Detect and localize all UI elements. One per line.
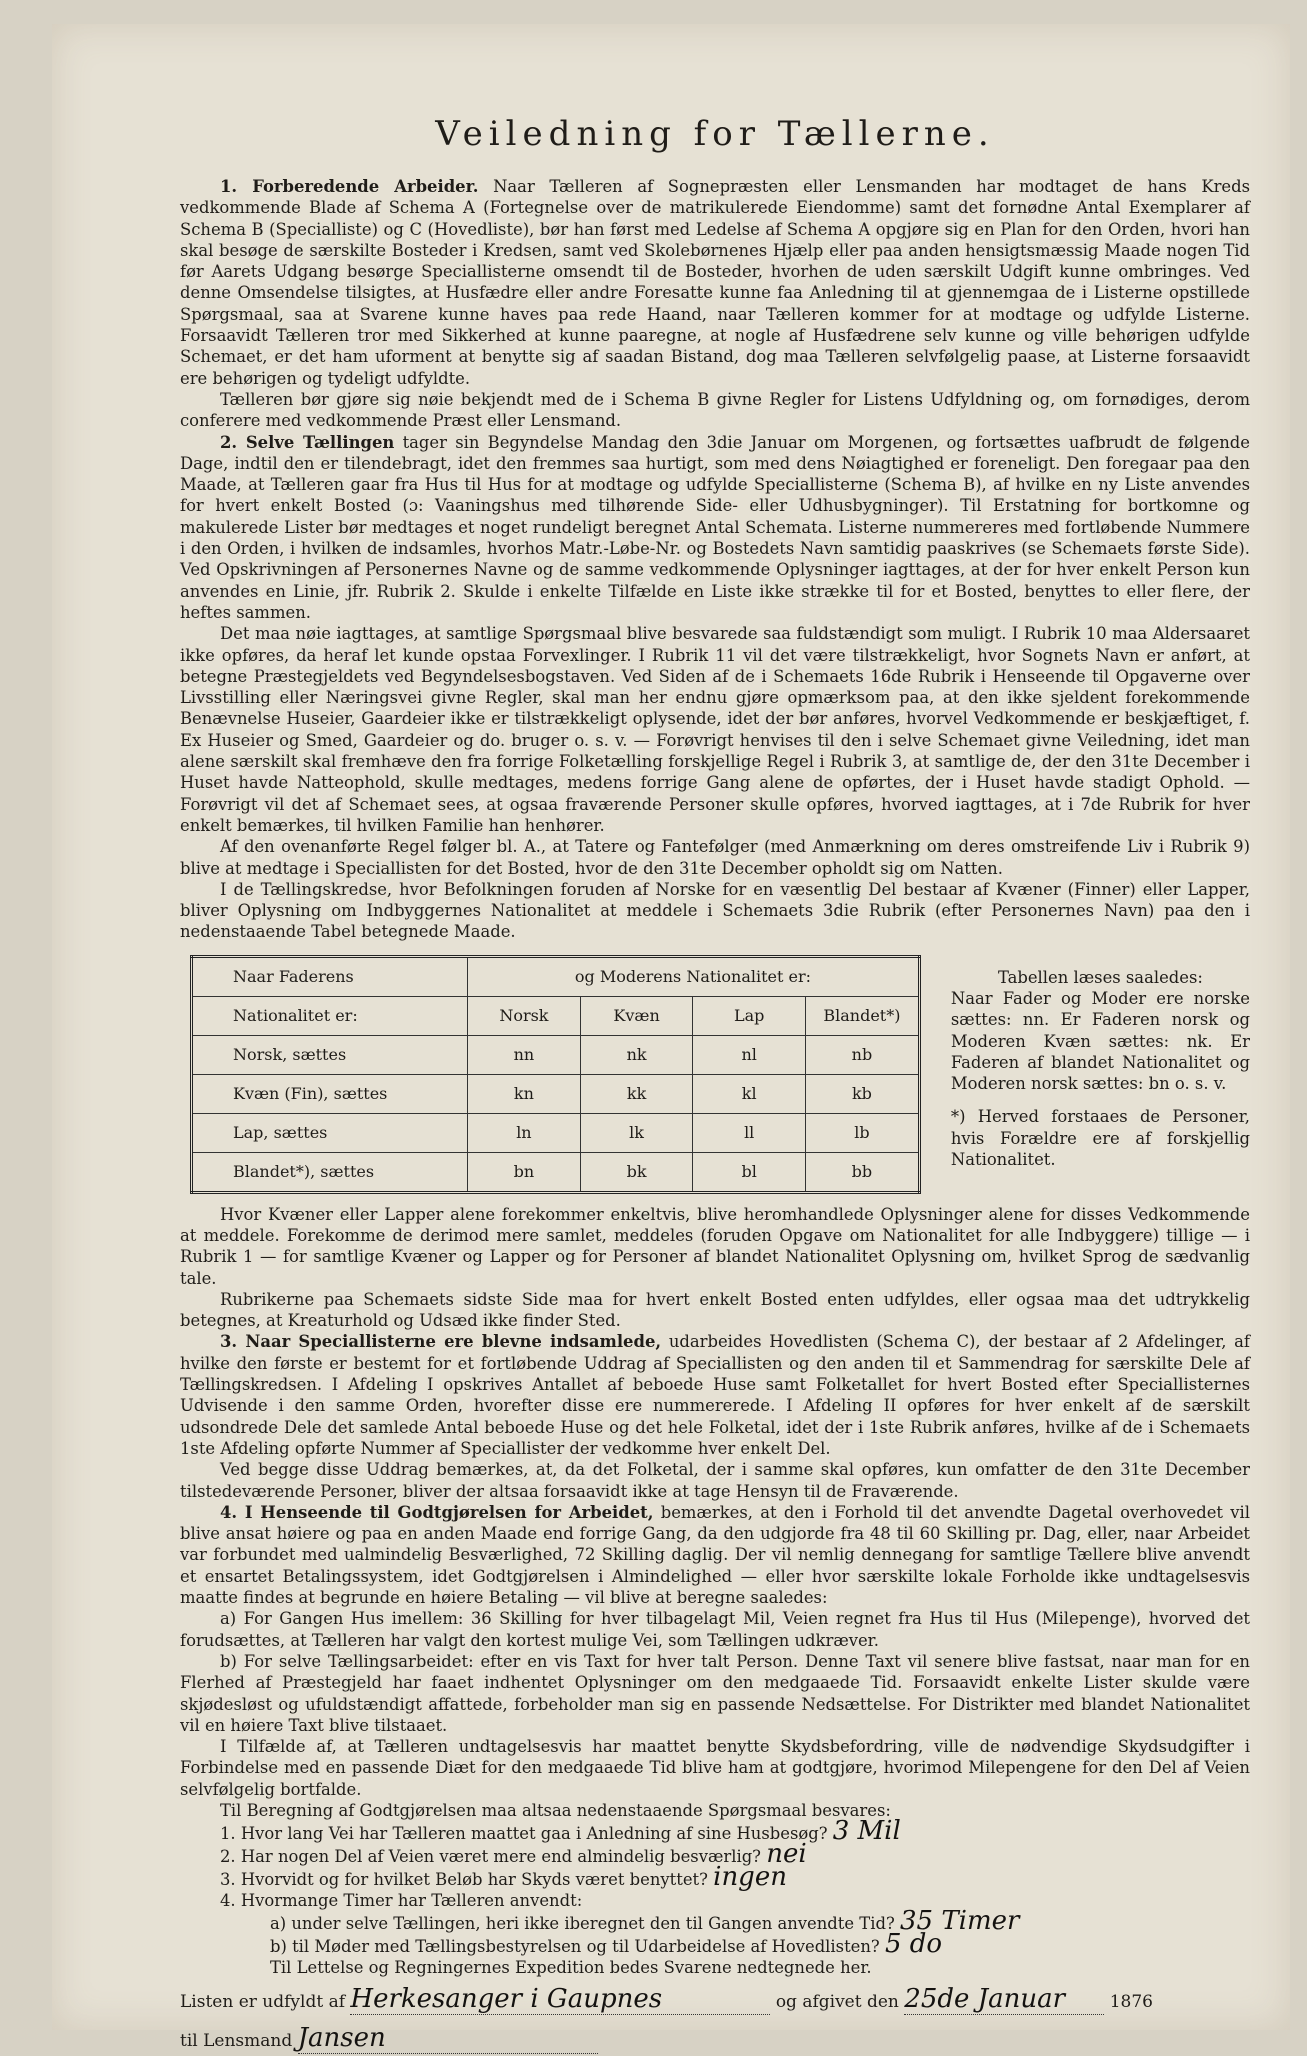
year: 1876 [1109,1992,1153,2013]
section-4-text3: Til Beregning af Godtgjørelsen maa altsaa nedenstaaende Spørgsmaal besvares: [220,1801,891,1820]
table-cell: ll [693,1113,806,1152]
section-2-text3: Af den ovenanførte Regel følger bl. A., at Tatere og Fantefølger (med Anmærkning om deres omstreifende Liv i Rubrik 9) blive at medtage i Speciallisten for det Bosted, hvor de den 31te December opholdt sig om Natten. [180,837,1250,878]
handwritten-answer: 5 do [884,1929,943,1960]
row-label: Norsk, sættes [192,1035,468,1074]
table-cell: kb [805,1074,919,1113]
table-cell: kk [580,1074,693,1113]
side-text: Naar Fader og Moder ere norske sættes: nn. Er Faderen norsk og Moderen Kvæn sættes: nk. Er Faderen af blandet Nationalitet og Moderen norsk sættes: bn o. s. v. [950,988,1250,1094]
section-2-text6: Rubrikerne paa Schemaets sidste Side maa for hvert enkelt Bosted enten udfyldes, eller ogsaa maa det udtrykkelig betegnes, at Kreaturhold og Udsæd ikke finder Sted. [180,1289,1250,1331]
col-header: Lap [693,996,806,1035]
table-cell: lb [805,1113,919,1152]
handwritten-answer: 3 Mil [832,1816,901,1847]
section-3 [180,1331,1250,1459]
section-1-text2: Tælleren bør gjøre sig nøie bekjendt med de i Schema B givne Regler for Listens Udfyldning og, om fornødiges, derom conferere med vedkommende Præst eller Lensmand. [180,389,1250,431]
listen-value: Herkesanger i Gaupnes [350,1984,770,2015]
listen-label: Listen er udfyldt af [180,1992,345,2013]
nationality-table [190,955,921,1194]
table-cell: nk [580,1035,693,1074]
section-2-heading: 2. Selve Tællingen [220,432,395,452]
section-2-text4: I de Tællingskredse, hvor Befolkningen foruden af Norske for en væsentlig Del bestaar af Kvæner (Finner) eller Lapper, bliver Oplysning om Indbyggernes Nationalitet at meddele i Schemaets 3die Rubrik (efter Personernes Navn) paa den i nedenstaaende Tabel betegnede Maade. [180,879,1250,942]
section-4 [180,1502,1250,1608]
table-explanation [951,967,1250,1194]
lensmand-value: Jansen [298,2023,598,2054]
table-cell: kn [468,1074,581,1113]
page-title: Veiledning for Tællerne. [435,114,995,154]
lensmand-label: til Lensmand [180,2031,293,2052]
table-cell: bk [580,1152,693,1192]
col-header: Blandet*) [805,996,919,1035]
closing-line: Til Lettelse og Regningernes Expedition bedes Svarene nedtegnede her. [270,1958,872,1978]
row-label: Blandet*), sættes [192,1152,468,1192]
table-head-left-1: Naar Faderens [192,956,468,996]
side-heading: Tabellen læses saaledes: [997,967,1203,987]
handwritten-answer: 35 Timer [899,1906,1020,1937]
nationality-block [190,955,1250,1194]
section-4-b: b) For selve Tællingsarbeidet: efter en vis Taxt for hver talt Person. Denne Taxt vil senere blive fastsat, naar man for en Flerhed af Præstegjeld har faaet indhentet Oplysninger om den medgaaede Tid. Forsaavidt enkelte Lister skulde være skjødesløst og ufuldstændigt affattede, forbeholder man sig en passende Nedsættelse. For Distrikter med blandet Nationalitet vil en høiere Taxt blive tilstaaet. [180,1651,1250,1735]
table-row [192,1113,920,1152]
table-cell: nl [693,1035,806,1074]
section-4-text: bemærkes, at den i Forhold til det anvendte Dagetal overhovedet vil blive ansat høiere og paa en anden Maade end forrige Gang, da den udgjorde fra 48 til 60 Skilling pr. Dag, eller, naar Arbeidet var forbundet med ualmindelig Besværlighed, 72 Skilling daglig. Der vil nemlig dennegang for samtlige Tællere blive anvendt et ensartet Betalingssystem, idet Godtgjørelsen i Almindelighed — eller hvor særskilte lokale Forholde ikke undtagelsesvis maatte findes at begrunde en høiere Betaling — vil blive at beregne saaledes: [180,1502,1250,1608]
questions-list [180,1816,1250,1960]
section-3-text: udarbeides Hovedlisten (Schema C), der bestaar af 2 Afdelinger, af hvilke den første er bestemt for et fortløbende Uddrag af Speciallisten og den anden til et Sammendrag for særskilte Dele af Tællingskredsen. I Afdeling I opskrives Antallet af beboede Huse samt Folketallet for hvert Bosted efter Speciallisternes Udvisende i den samme Orden, hvorefter disse ere nummererede. I Afdeling II opføres for hver enkelt af de særskilt udsondrede Dele det samlede Antal beboede Huse og det hele Folketal, idet der i 1ste Rubrik anføres, hvilke af de i Schemaets 1ste Afdeling opførte Nummer af Speciallister der vedkomme hver enkelt Del. [180,1332,1250,1458]
question-item [180,1816,1250,1847]
section-2-text5: Hvor Kvæner eller Lapper alene forekommer enkeltvis, blive heromhandlede Oplysninger alene for disses Vedkommende at meddele. Forekomme de derimod mere samlet, meddeles (foruden Opgave om Nationalitet for alle Indbyggere) tillige — i Rubrik 1 — for samtlige Kvæner og Lapper og for Personer af blandet Nationalitet Oplysning om, hvilket Sprog de sædvanlig tale. [180,1204,1250,1288]
section-4-heading: 4. I Henseende til Godtgjørelsen for Arbeidet, [220,1502,654,1522]
table-cell: nn [468,1035,581,1074]
table-cell: nb [805,1035,919,1074]
question-item [180,1929,1250,1960]
question-text: b) til Møder med Tællingsbestyrelsen og til Udarbeidelse af Hovedlisten? [270,1937,880,1957]
handwritten-answer: ingen [713,1862,787,1893]
table-cell: bn [468,1152,581,1192]
section-1 [180,176,1250,389]
section-2-text: tager sin Begyndelse Mandag den 3die Januar om Morgenen, og fortsættes uafbrudt de følgende Dage, indtil den er tilendebragt, idet den fremmes saa hurtigt, som med dens Nøiagtighed er foreneligt. Den foregaar paa den Maade, at Tælleren gaar fra Hus til Hus for at modtage og udfylde Speciallisterne (Schema B), af hvilke en ny Liste anvendes for hvert enkelt Bosted (ɔ: Vaaningshus med tilhørende Side- eller Udhusbygninger). Til Erstatning for bortkomne og makulerede Lister bør medtages et noget rundeligt beregnet Antal Schemata. Listerne nummereres med fortløbende Nummere i den Orden, i hvilken de indsamles, hvorhos Matr.-Løbe-Nr. og Bostedets Navn samtidig paaskrives (se Schemaets første Side). Ved Opskrivningen af Personernes Navne og de samme vedkommende Oplysninger iagttages, at der for hver enkelt Person kun anvendes en Linie, jfr. Rubrik 2. Skulde i enkelte Tilfælde en Liste ikke strække til for et Bosted, benyttes to eller flere, der heftes sammen. [180,432,1250,622]
handwritten-answer: nei [766,1839,807,1870]
section-1-heading: 1. Forberedende Arbeider. [220,177,479,196]
section-3-heading: 3. Naar Speciallisterne ere blevne indsamlede, [220,1332,662,1352]
question-item [180,1890,1250,1911]
question-text: a) under selve Tællingen, heri ikke iberegnet den til Gangen anvendte Tid? [270,1914,895,1934]
question-text: 3. Hvorvidt og for hvilket Beløb har Skyds været benyttet? [220,1870,708,1890]
question-item [180,1906,1250,1937]
signature-block [180,1984,1250,2017]
row-label: Lap, sættes [192,1113,468,1152]
table-cell: bl [693,1152,806,1192]
lensmand-block [180,2023,1250,2056]
section-4-a: a) For Gangen Hus imellem: 36 Skilling for hver tilbagelagt Mil, Veien regnet fra Hus til Hus (Milepenge), hvorved det forudsættes, at Tælleren har valgt den kortest mulige Vei, som Tællingen udkræver. [180,1609,1250,1650]
table-head-right: og Moderens Nationalitet er: [468,956,920,996]
table-row [192,1035,920,1074]
afgivet-value: 25de Januar [904,1984,1104,2015]
table-row [192,1152,920,1192]
section-2-text2: Det maa nøie iagttages, at samtlige Spørgsmaal blive besvarede saa fuldstændigt som muligt. I Rubrik 10 maa Aldersaaret ikke opføres, da heraf let kunde opstaa Forvexlinger. I Rubrik 11 vil det være tilstrækkeligt, hvor Sognets Navn er anført, at betegne Præstegjeldets ved Begyndelsesbogstaven. Ved Siden af de i Schemaets 16de Rubrik i Henseende til Opgaverne over Livsstilling eller Næringsvei givne Regler, skal man her endnu gjøre opmærksom paa, at den ikke sjeldent forekommende Benævnelse Huseier, Gaardeier ikke er tilstrækkeligt oplysende, idet der bør anføres, hvorvel Vedkommende er beskjæftiget, f. Ex Huseier og Smed, Gaardeier og do. bruger o. s. v. — Forøvrigt henvises til den i selve Schemaet givne Veiledning, idet man alene særskilt skal fremhæve den fra forrige Folketælling forskjellige Regel i Rubrik 3, at samtlige de, der den 31te December i Huset havde Natteophold, skulle medtages, medens forrige Gang alene de opførtes, der i Huset havde stadigt Ophold. — Forøvrigt vil det af Schemaet sees, at ogsaa fraværende Personer skulle opføres, hvorved iagttages, at i 7de Rubrik for hver enkelt bemærkes, til hvilken Familie han henhører. [180,624,1250,835]
question-text: 2. Har nogen Del af Veien været mere end almindelig besværlig? [220,1847,761,1867]
table-cell: ln [468,1113,581,1152]
section-4-text2: I Tilfælde af, at Tælleren undtagelsesvis har maattet benytte Skydsbefordring, ville de nødvendige Skydsudgifter i Forbindelse med en passende Diæt for den medgaaede Tid blive ham at godtgjøre, hvorimod Milepengene for den Del af Veien selvfølgelig bortfalde. [180,1737,1250,1799]
question-item [180,1862,1250,1893]
table-cell: bb [805,1152,919,1192]
col-header: Kvæn [580,996,693,1035]
side-footnote: *) Herved forstaaes de Personer, hvis Forældre ere af forskjellig Nationalitet. [950,1107,1250,1170]
table-row [192,1074,920,1113]
row-label: Kvæn (Fin), sættes [192,1074,468,1113]
document-content [180,84,1250,2056]
question-text: 1. Hvor lang Vei har Tælleren maattet gaa i Anledning af sine Husbesøg? [220,1824,828,1844]
question-text: 4. Hvormange Timer har Tælleren anvendt: [220,1891,583,1911]
table-head-left-2: Nationalitet er: [192,996,468,1035]
table-cell: kl [693,1074,806,1113]
afgivet-label: og afgivet den [775,1992,899,2013]
col-header: Norsk [468,996,581,1035]
section-3-text2: Ved begge disse Uddrag bemærkes, at, da det Folketal, der i samme skal opføres, kun omfatter de den 31te December tilstedeværende Personer, bliver der altsaa forsaavidt ikke at tage Hensyn til de Fraværende. [180,1460,1250,1501]
section-2 [180,432,1250,624]
table-cell: lk [580,1113,693,1152]
document-sheet [52,24,1290,2054]
section-1-text: Naar Tælleren af Sognepræsten eller Lensmanden har modtaget de hans Kreds vedkommende Blade af Schema A (Fortegnelse over de matrikulerede Eiendomme) samt det fornødne Antal Exemplarer af Schema B (Specialliste) og C (Hovedliste), bør han først med Ledelse af Schema A opgjøre sig en Plan for den Orden, hvori han skal besøge de særskilte Bosteder i Kredsen, samt ved Skolebørnenes Hjælp eller paa anden hensigtsmæssig Maade nogen Tid før Aarets Udgang besørge Speciallisterne omsendt til de Bosteder, hvorhen de uden særskilt Udgift kunne ombringes. Ved denne Omsendelse tilsigtes, at Husfædre eller andre Foresatte kunne faa Anledning til at gjennemgaa de i Listerne opstillede Spørgsmaal, saa at Svarene kunne haves paa rede Haand, naar Tælleren kommer for at modtage og udfylde Listerne. Forsaavidt Tælleren tror med Sikkerhed at kunne paaregne, at nogle af Husfædrene selv kunne og ville behørigen udfylde Schemaet, er det ham uforment at benytte sig af saadan Bistand, dog maa Tælleren selvfølgelig paase, at Listerne forsaavidt ere behørigen og tydeligt udfyldte. [180,177,1251,388]
